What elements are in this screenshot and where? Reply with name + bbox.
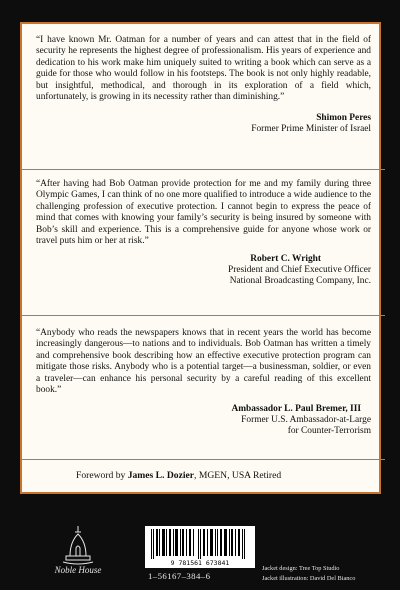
- barcode-number: 9 781561 673841: [170, 559, 230, 567]
- credit-design: Jacket design: Tree Top Studio: [262, 565, 340, 572]
- noble-house-logo: [48, 522, 108, 577]
- publisher-name: Noble House: [54, 565, 102, 575]
- quote-attribution-title: National Broadcasting Company, Inc.: [229, 276, 371, 287]
- quote-block-2: [36, 170, 371, 315]
- isbn: 1–56167–384–6: [148, 571, 211, 581]
- quote-attribution-title: Former Prime Minister of Israel: [251, 124, 371, 135]
- quote-block-1: [36, 35, 371, 169]
- castle-icon: [48, 522, 108, 577]
- barcode: [145, 526, 255, 568]
- quote-text: “I have known Mr. Oatman for a number of years and can attest that in the field of security he represents the highest degree of professionalism. His years of experience and dedication to his work make him uniquely suited to writing a book which can serve as a guide for those who would follow in his footsteps. The book is not only highly readable, but insightful, methodical, and thorough in its exploration of a field which, unfortunately, is growing in its necessity rather than diminishing.”: [36, 35, 371, 103]
- quote-attribution-name: Robert C. Wright: [250, 254, 321, 265]
- quote-attribution-title: Former U.S. Ambassador-at-Large: [241, 415, 371, 426]
- quote-attribution-title: President and Chief Executive Officer: [227, 265, 371, 276]
- quote-text: “Anybody who reads the newspapers knows that in recent years the world has become increasingly dangerous—to nations and to individuals. Bob Oatman has written a timely and comprehensive book describing how an effective executive protection program can mitigate those risks. Anybody who is a potential target—a businessman, soldier, or even a traveler—can enhance his personal security by a careful reading of this excellent book.”: [36, 328, 371, 396]
- quote-block-3: [36, 316, 371, 459]
- quote-attribution-name: Shimon Peres: [316, 113, 371, 124]
- quotes-panel: [20, 22, 381, 494]
- quote-attribution-name: Ambassador L. Paul Bremer, III: [231, 404, 361, 415]
- quote-text: “After having had Bob Oatman provide protection for me and my family during three Olympic Games, I can think of no one more qualified to introduce a wide audience to the challenging profession of executive protection. I cannot begin to express the peace of mind that comes with knowing your family’s security is being insured by someone with Bob’s skill and experience. This is a comprehensive guide for anyone whose work or travel puts him or her at risk.”: [36, 179, 371, 247]
- quote-attribution-title: for Counter-Terrorism: [287, 426, 371, 437]
- foreword-credit: Foreword by James L. Dozier, MGEN, USA Retired: [76, 470, 282, 481]
- credit-illustration: Jacket illustration: David Del Bianco: [262, 574, 356, 582]
- barcode-bars: [145, 526, 255, 560]
- jacket-credits: [262, 564, 355, 583]
- divider: [22, 459, 385, 460]
